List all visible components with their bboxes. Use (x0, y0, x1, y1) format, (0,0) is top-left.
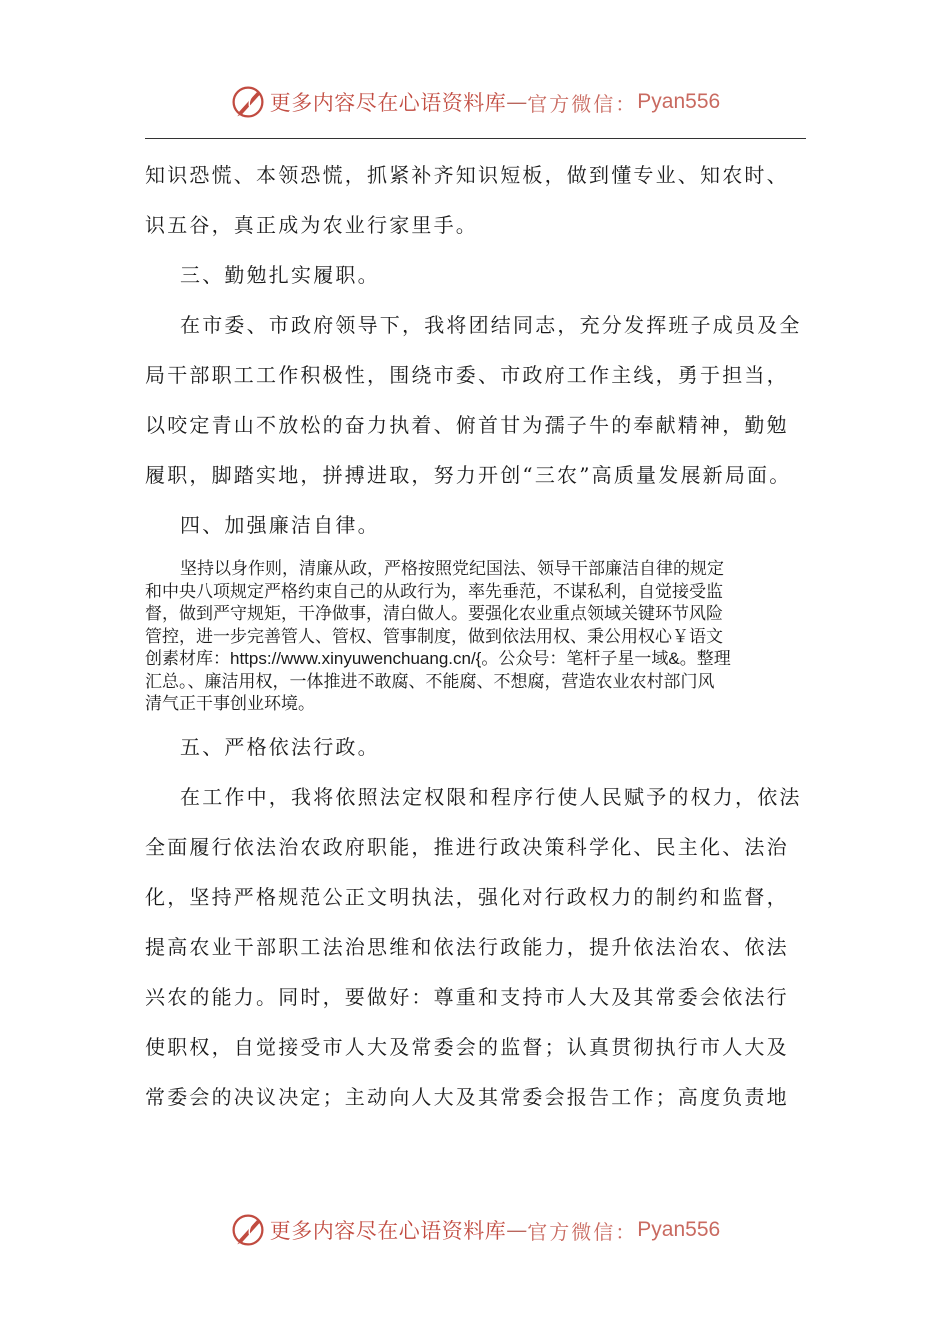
text-line: 坚持以身作则，清廉从政，严格按照党纪国法、领导干部廉洁自律的规定 (180, 559, 724, 578)
text-line: 以咬定青山不放松的奋力执着、俯首甘为孺子牛的奉献精神，勤勉 (145, 413, 789, 437)
header-banner (0, 82, 950, 122)
banner-subtitle: 官方微信： (527, 91, 638, 116)
text-line: 履职，脚踏实地，拼搏进取，努力开创“三农”高质量发展新局面。 (145, 463, 792, 487)
banner-separator: — (506, 1218, 528, 1242)
paragraph-continuation (145, 150, 810, 250)
banner-title: 更多内容尽在心语资料库 (269, 91, 507, 115)
paragraph-3 (145, 300, 810, 500)
text-line: 在市委、市政府领导下，我将团结同志，充分发挥班子成员及全 (180, 313, 802, 337)
text-line: 知识恐慌、本领恐慌，抓紧补齐知识短板，做到懂专业、知农时、 (145, 163, 789, 187)
text-line: 和中央八项规定严格约束自己的从政行为，率先垂范，不谋私利，自觉接受监 (145, 581, 723, 601)
text-line: 清气正干事创业环境。 (145, 694, 315, 713)
text-line: 局干部职工工作积极性，围绕市委、市政府工作主线，勇于担当， (145, 363, 789, 387)
text-line: 全面履行依法治农政府职能，推进行政决策科学化、民主化、法治 (145, 834, 789, 859)
text-line: 识五谷，真正成为农业行家里手。 (145, 213, 478, 237)
banner-title: 更多内容尽在心语资料库 (269, 1219, 507, 1243)
text-line: 使职权，自觉接受市人大及常委会的监督；认真贯彻执行市人大及 (145, 1034, 789, 1059)
paragraph-4 (145, 558, 810, 716)
pen-logo-icon (230, 84, 266, 120)
paragraph-5 (145, 772, 810, 1122)
section-heading-5: 五、严格依法行政。 (180, 734, 380, 759)
banner-wechat-id: Pyan556 (637, 1218, 721, 1241)
footer-banner (0, 1210, 950, 1250)
pen-logo-icon (230, 1212, 266, 1248)
text-line: 督，做到严守规矩，干净做事，清白做人。要强化农业重点领域关键环节风险 (145, 604, 723, 623)
text-line: 兴农的能力。同时，要做好：尊重和支持市人大及其常委会依法行 (145, 984, 789, 1009)
header-divider (145, 138, 806, 139)
banner-separator: — (506, 90, 528, 114)
text-line: 管控，进一步完善管人、管权、管事制度，做到依法用权、秉公用权心￥语文 (145, 626, 723, 646)
banner-subtitle: 官方微信： (527, 1219, 638, 1244)
text-line: 创素材库：https://www.xinyuwenchuang.cn/{。公众号：笔杆子星一域&。整理 (145, 649, 731, 668)
document-body (145, 150, 810, 1122)
text-line: 常委会的决议决定；主动向人大及其常委会报告工作；高度负责地 (145, 1084, 789, 1109)
text-line: 在工作中，我将依照法定权限和程序行使人民赋予的权力，依法 (180, 784, 802, 809)
section-heading-4: 四、加强廉洁自律。 (180, 513, 380, 537)
text-line: 汇总。、廉洁用权，一体推进不敢腐、不能腐、不想腐，营造农业农村部门风 (145, 671, 715, 691)
text-line: 提高农业干部职工法治思维和依法行政能力，提升依法治农、依法 (145, 934, 789, 959)
section-heading-3: 三、勤勉扎实履职。 (180, 263, 380, 287)
text-line: 化，坚持严格规范公正文明执法，强化对行政权力的制约和监督， (145, 884, 789, 909)
banner-wechat-id: Pyan556 (637, 90, 721, 113)
